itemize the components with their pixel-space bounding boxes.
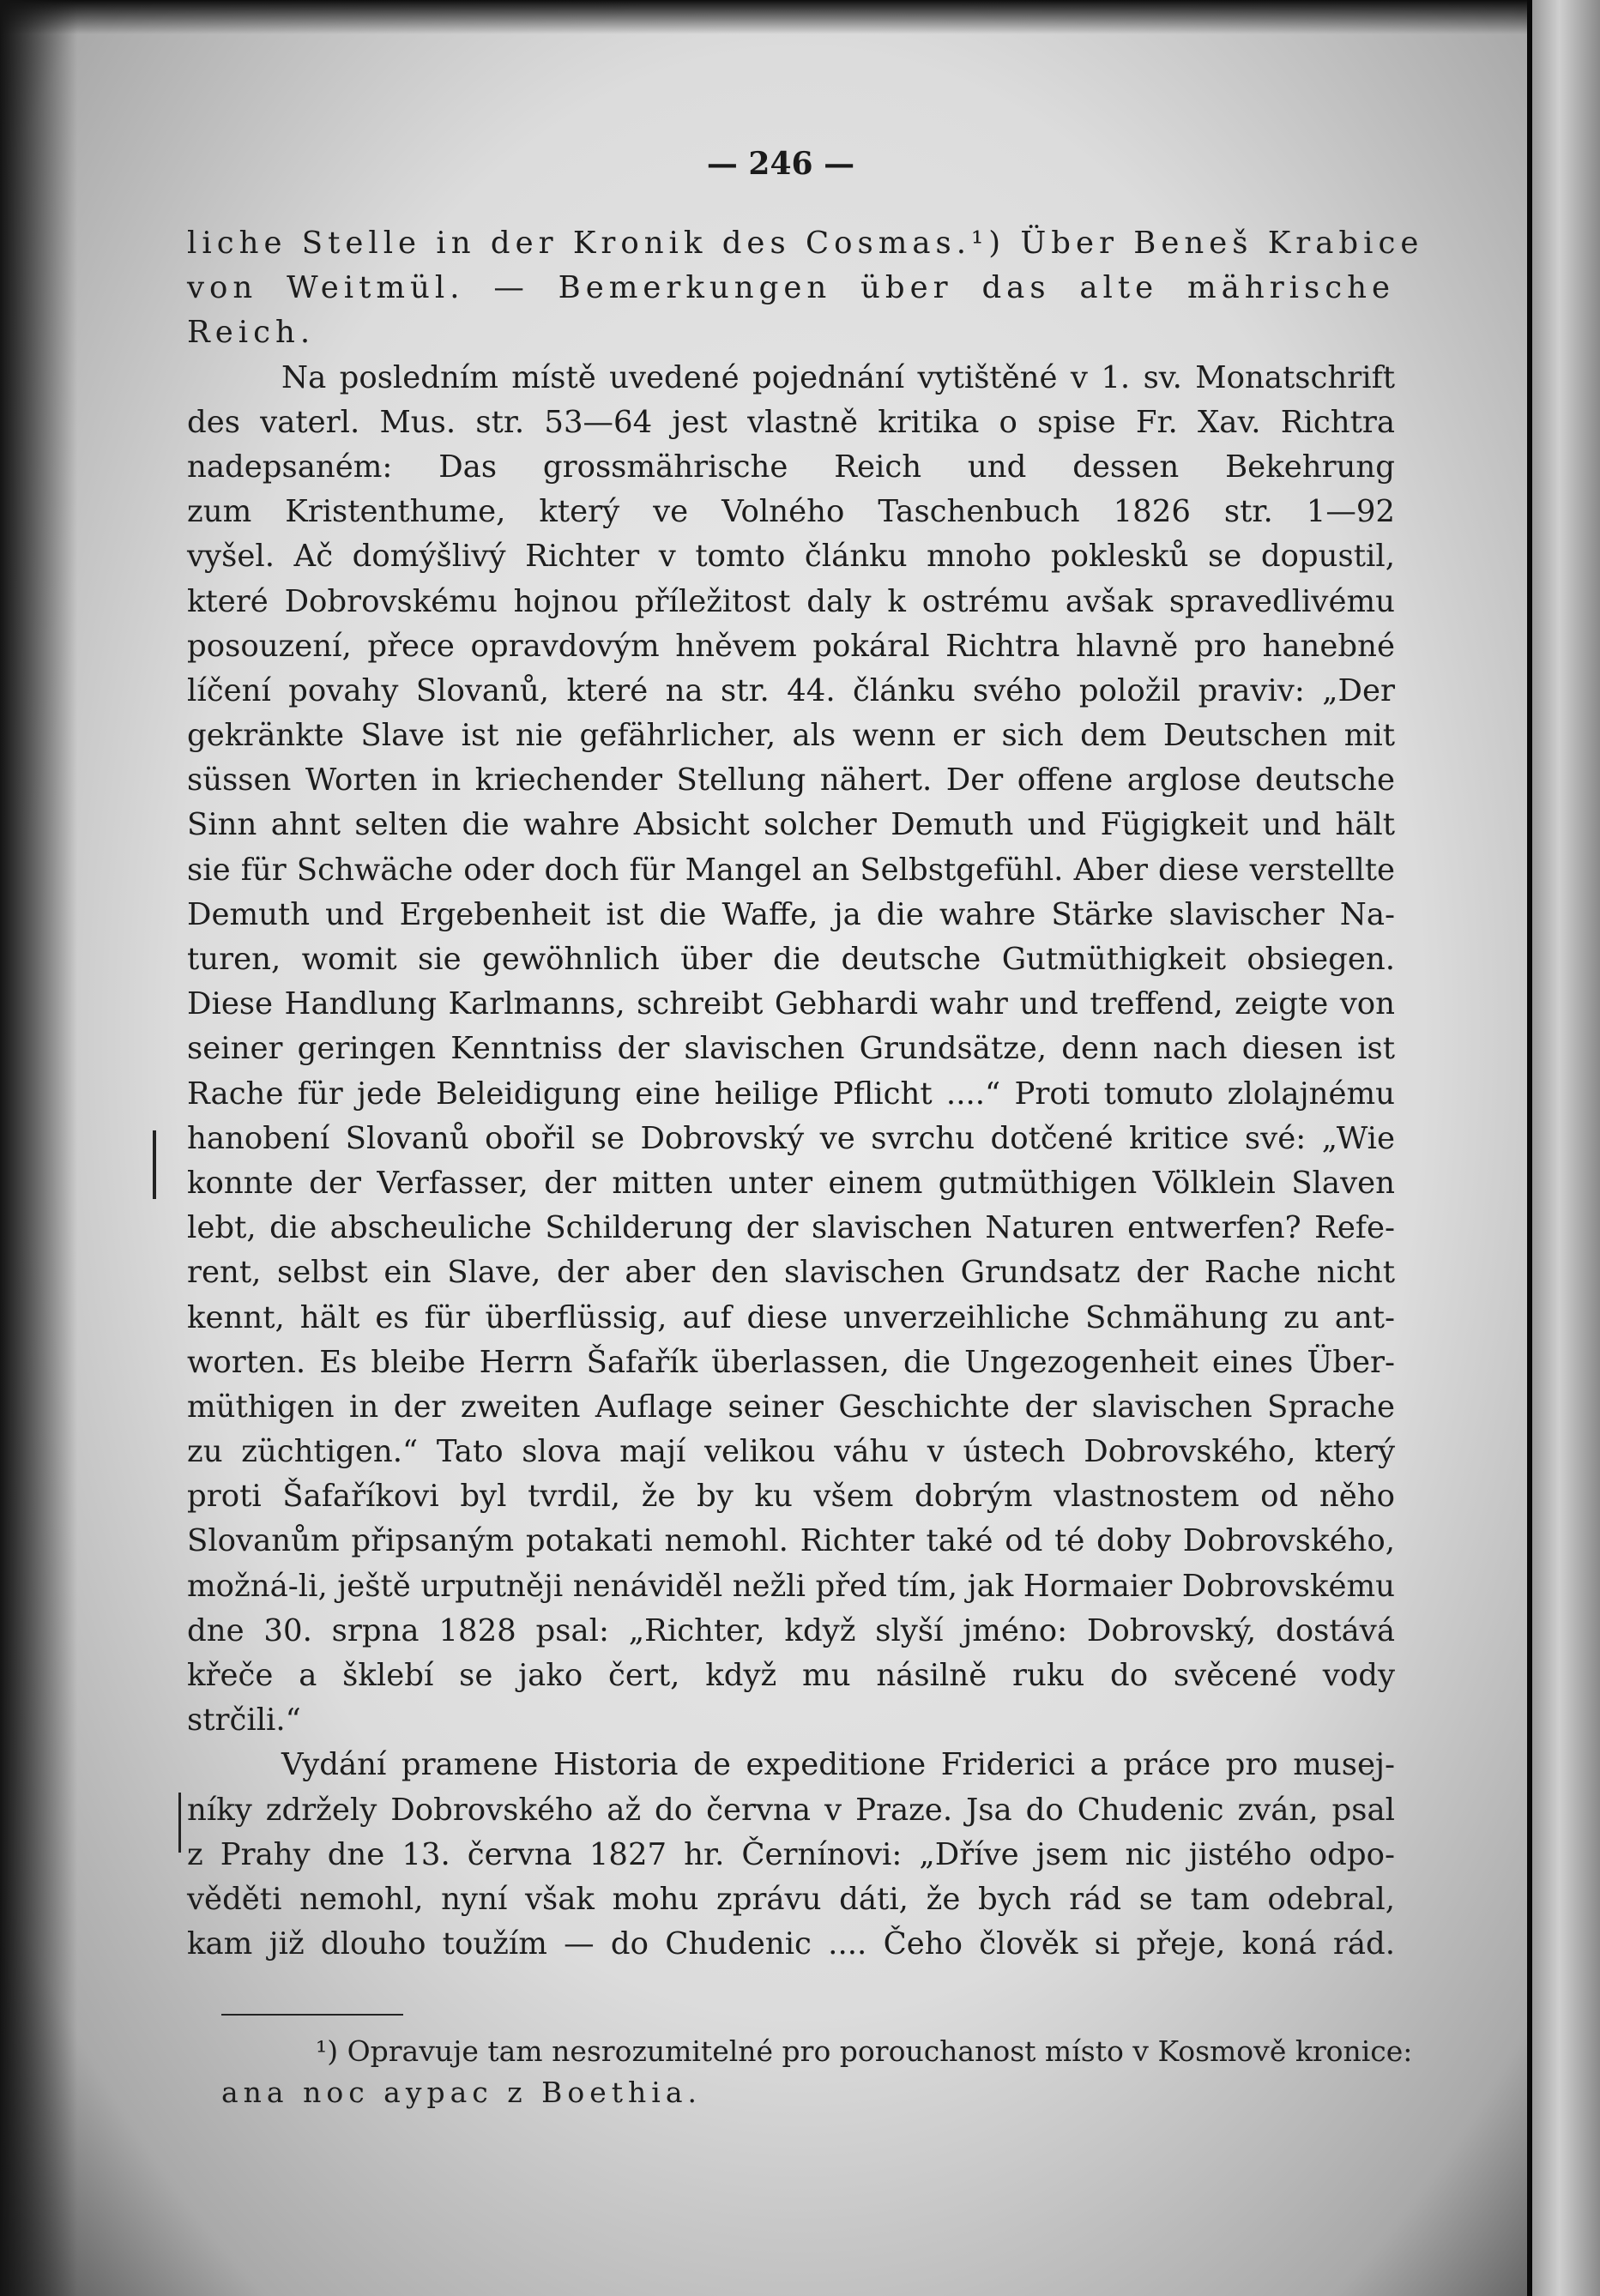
text-line: rent, selbst ein Slave, der aber den slavischen Grundsatz der Rache nicht — [187, 1255, 1395, 1291]
text-line: z Prahy dne 13. června 1827 hr. Černínovi: „Dříve jsem nic jistého odpo- — [187, 1836, 1395, 1872]
text-line: možná-li, ještě urputněji nenáviděl nežli před tím, jak Hormaier Dobrovskému — [187, 1568, 1395, 1604]
body-text — [187, 221, 1424, 1967]
text-line: zum Kristenthume, který ve Volného Taschenbuch 1826 str. 1—92 — [187, 494, 1395, 530]
text-line: sie für Schwäche oder doch für Mangel an Selbstgefühl. Aber diese verstellte — [187, 852, 1395, 888]
text-line: křeče a šklebí se jako čert, když mu násilně ruku do svěcené vody — [187, 1658, 1395, 1693]
text-line: lebt, die abscheuliche Schilderung der slavischen Naturen entwerfen? Refe- — [187, 1210, 1395, 1246]
footnote — [221, 2031, 1413, 2113]
text-line: posouzení, přece opravdovým hněvem pokáral Richtra hlavně pro hanebné — [187, 628, 1395, 664]
text-line: müthigen in der zweiten Auflage seiner Geschichte der slavischen Sprache — [187, 1389, 1395, 1425]
margin-mark — [153, 1130, 156, 1199]
text-line: Rache für jede Beleidigung eine heilige Pflicht ....“ Proti tomuto zlolajnému — [187, 1076, 1395, 1112]
scan-shadow-left — [0, 0, 77, 2296]
text-line: Reich. — [187, 315, 316, 351]
text-line: vyšel. Ač domýšlivý Richter v tomto článku mnoho poklesků se dopustil, — [187, 539, 1395, 575]
text-line: líčení povahy Slovanů, které na str. 44. článku svého položil praviv: „Der — [187, 672, 1395, 708]
text-line: süssen Worten in kriechender Stellung nähert. Der offene arglose deutsche — [187, 762, 1395, 798]
text-line: zu züchtigen.“ Tato slova mají velikou váhu v ústech Dobrovského, který — [187, 1434, 1395, 1470]
text-line: Sinn ahnt selten die wahre Absicht solcher Demuth und Fügigkeit und hält — [187, 807, 1395, 843]
text-line: proti Šafaříkovi byl tvrdil, že by ku všem dobrým vlastnostem od něho — [187, 1479, 1395, 1515]
text-line: kam již dlouho toužím — do Chudenic .... Čeho člověk si přeje, koná rád. — [187, 1926, 1395, 1962]
text-line: Na posledním místě uvedené pojednání vytištěné v 1. sv. Monatschrift — [281, 359, 1395, 395]
text-line: nadepsaném: Das grossmährische Reich und dessen Bekehrung — [187, 449, 1395, 485]
text-line: Slovanům připsaným potakati nemohl. Richter také od té doby Dobrovského, — [187, 1523, 1395, 1559]
page-number: — 246 — — [706, 146, 855, 182]
text-line: konnte der Verfasser, der mitten unter einem gutmüthigen Völklein Slaven — [187, 1165, 1395, 1201]
text-line: seiner geringen Kenntniss der slavischen Grundsätze, denn nach diesen ist — [187, 1031, 1395, 1067]
text-line: liche Stelle in der Kronik des Cosmas.¹) Über Beneš Krabice — [187, 226, 1424, 261]
scan-shadow-top — [0, 0, 1600, 34]
text-line: strčili.“ — [187, 1702, 301, 1739]
text-line: které Dobrovskému hojnou příležitost daly k ostrému avšak spravedlivému — [187, 583, 1395, 619]
margin-mark — [178, 1793, 181, 1853]
text-line: kennt, hält es für überflüssig, auf diese unverzeihliche Schmähung zu ant- — [187, 1299, 1395, 1335]
scan-shadow-right — [1532, 0, 1600, 2296]
text-line: gekränkte Slave ist nie gefährlicher, als wenn er sich dem Deutschen mit — [187, 718, 1395, 754]
text-line: Vydání pramene Historia de expeditione Friderici a práce pro musej- — [281, 1747, 1395, 1783]
text-line: von Weitmül. — Bemerkungen über das alte mährische — [187, 270, 1395, 306]
text-line: des vaterl. Mus. str. 53—64 jest vlastně kritika o spise Fr. Xav. Richtra — [187, 404, 1395, 440]
text-line: níky zdržely Dobrovského až do června v Praze. Jsa do Chudenic zván, psal — [187, 1792, 1395, 1828]
footnote-rule — [221, 2014, 403, 2016]
footnote-line: ¹) Opravuje tam nesrozumitelné pro porouchanost místo v Kosmově kronice: — [316, 2034, 1413, 2068]
text-line: dne 30. srpna 1828 psal: „Richter, když slyší jméno: Dobrovský, dostává — [187, 1612, 1395, 1648]
text-line: turen, womit sie gewöhnlich über die deutsche Gutmüthigkeit obsiegen. — [187, 942, 1395, 977]
footnote-line: ana noc aypac z Boethia. — [221, 2076, 703, 2109]
text-line: věděti nemohl, nyní však mohu zprávu dáti, že bych rád se tam odebral, — [187, 1881, 1395, 1917]
text-line: worten. Es bleibe Herrn Šafařík überlassen, die Ungezogenheit eines Über- — [187, 1344, 1395, 1380]
text-line: Diese Handlung Karlmanns, schreibt Gebhardi wahr und treffend, zeigte von — [187, 986, 1395, 1022]
text-line: Demuth und Ergebenheit ist die Waffe, ja die wahre Stärke slavischer Na- — [187, 896, 1395, 932]
text-line: hanobení Slovanů obořil se Dobrovský ve svrchu dotčené kritice své: „Wie — [187, 1120, 1395, 1156]
